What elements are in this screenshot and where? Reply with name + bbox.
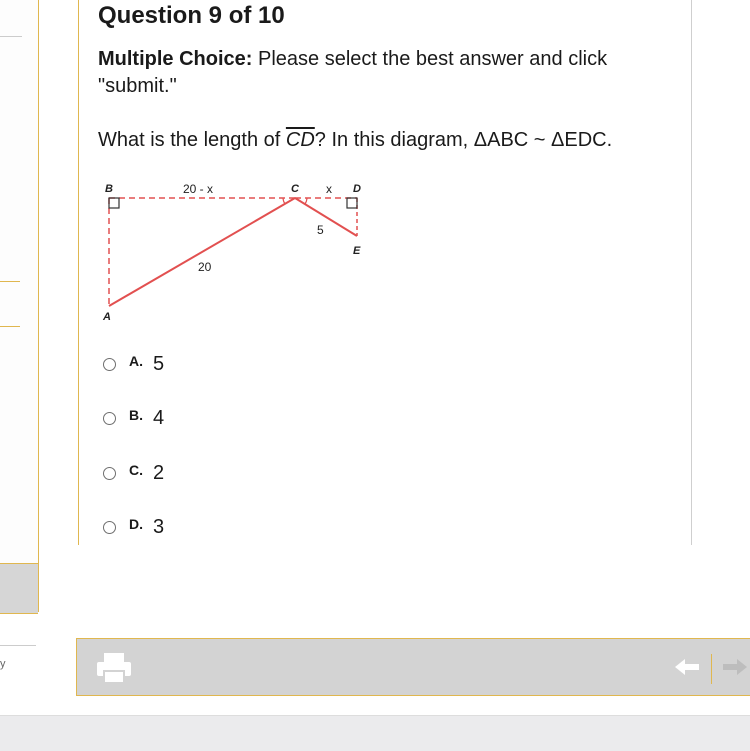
radio-button[interactable] <box>103 412 116 425</box>
radio-button[interactable] <box>103 467 116 480</box>
question-suffix: ? In this diagram, ΔABC ~ ΔEDC. <box>314 129 613 151</box>
bottom-strip <box>0 715 750 751</box>
length-label-ce: 5 <box>317 223 324 237</box>
choice-value: 4 <box>153 406 165 429</box>
sidebar-divider <box>0 326 20 327</box>
page-title: Question 9 of 10 <box>98 2 285 29</box>
point-label-b: B <box>105 183 113 195</box>
angle-arc <box>283 198 285 204</box>
choice-b[interactable] <box>103 404 164 432</box>
choice-value: 2 <box>153 461 165 484</box>
triangle-diagram <box>97 176 397 326</box>
instructions-label: Multiple Choice: <box>98 48 253 70</box>
choice-a[interactable] <box>103 350 164 378</box>
choice-letter: A. <box>129 353 143 369</box>
angle-arc <box>305 198 307 204</box>
length-label-cd: x <box>326 182 332 196</box>
choice-value: 3 <box>153 515 165 538</box>
point-label-a: A <box>103 311 111 323</box>
radio-button[interactable] <box>103 521 116 534</box>
left-sidebar <box>0 0 39 670</box>
nav-divider <box>711 654 712 684</box>
arrow-left-icon[interactable] <box>675 659 699 675</box>
instructions <box>98 46 678 100</box>
choice-c[interactable] <box>103 459 164 487</box>
question-text <box>98 127 688 154</box>
question-prefix: What is the length of <box>98 129 286 151</box>
question-segment: $\overline{CD}$ <box>285 129 315 151</box>
radio-button[interactable] <box>103 358 116 371</box>
choice-d[interactable] <box>103 513 164 541</box>
instructions-text: Please select the best answer and click "submit." <box>98 48 608 97</box>
point-label-d: D <box>353 183 361 195</box>
segment-ac <box>109 198 295 306</box>
point-label-e: E <box>353 245 361 257</box>
point-label-c: C <box>291 183 299 195</box>
sidebar-text: y <box>0 658 6 670</box>
choice-letter: C. <box>129 462 143 478</box>
length-label-bc: 20 - x <box>183 182 214 196</box>
segment-ce <box>295 198 357 236</box>
choice-letter: D. <box>129 516 143 532</box>
sidebar-divider <box>0 281 20 282</box>
question-panel <box>78 0 692 545</box>
choice-letter: B. <box>129 407 143 423</box>
sidebar-divider <box>0 36 22 37</box>
length-label-ac: 20 <box>198 260 212 274</box>
sidebar-tab[interactable] <box>0 563 38 614</box>
printer-icon[interactable] <box>95 651 133 685</box>
right-angle-b <box>109 198 119 208</box>
arrow-right-icon[interactable] <box>723 659 747 675</box>
choice-value: 5 <box>153 352 165 375</box>
sidebar-divider <box>0 645 36 646</box>
footer-toolbar <box>76 638 750 696</box>
right-angle-d <box>347 198 357 208</box>
